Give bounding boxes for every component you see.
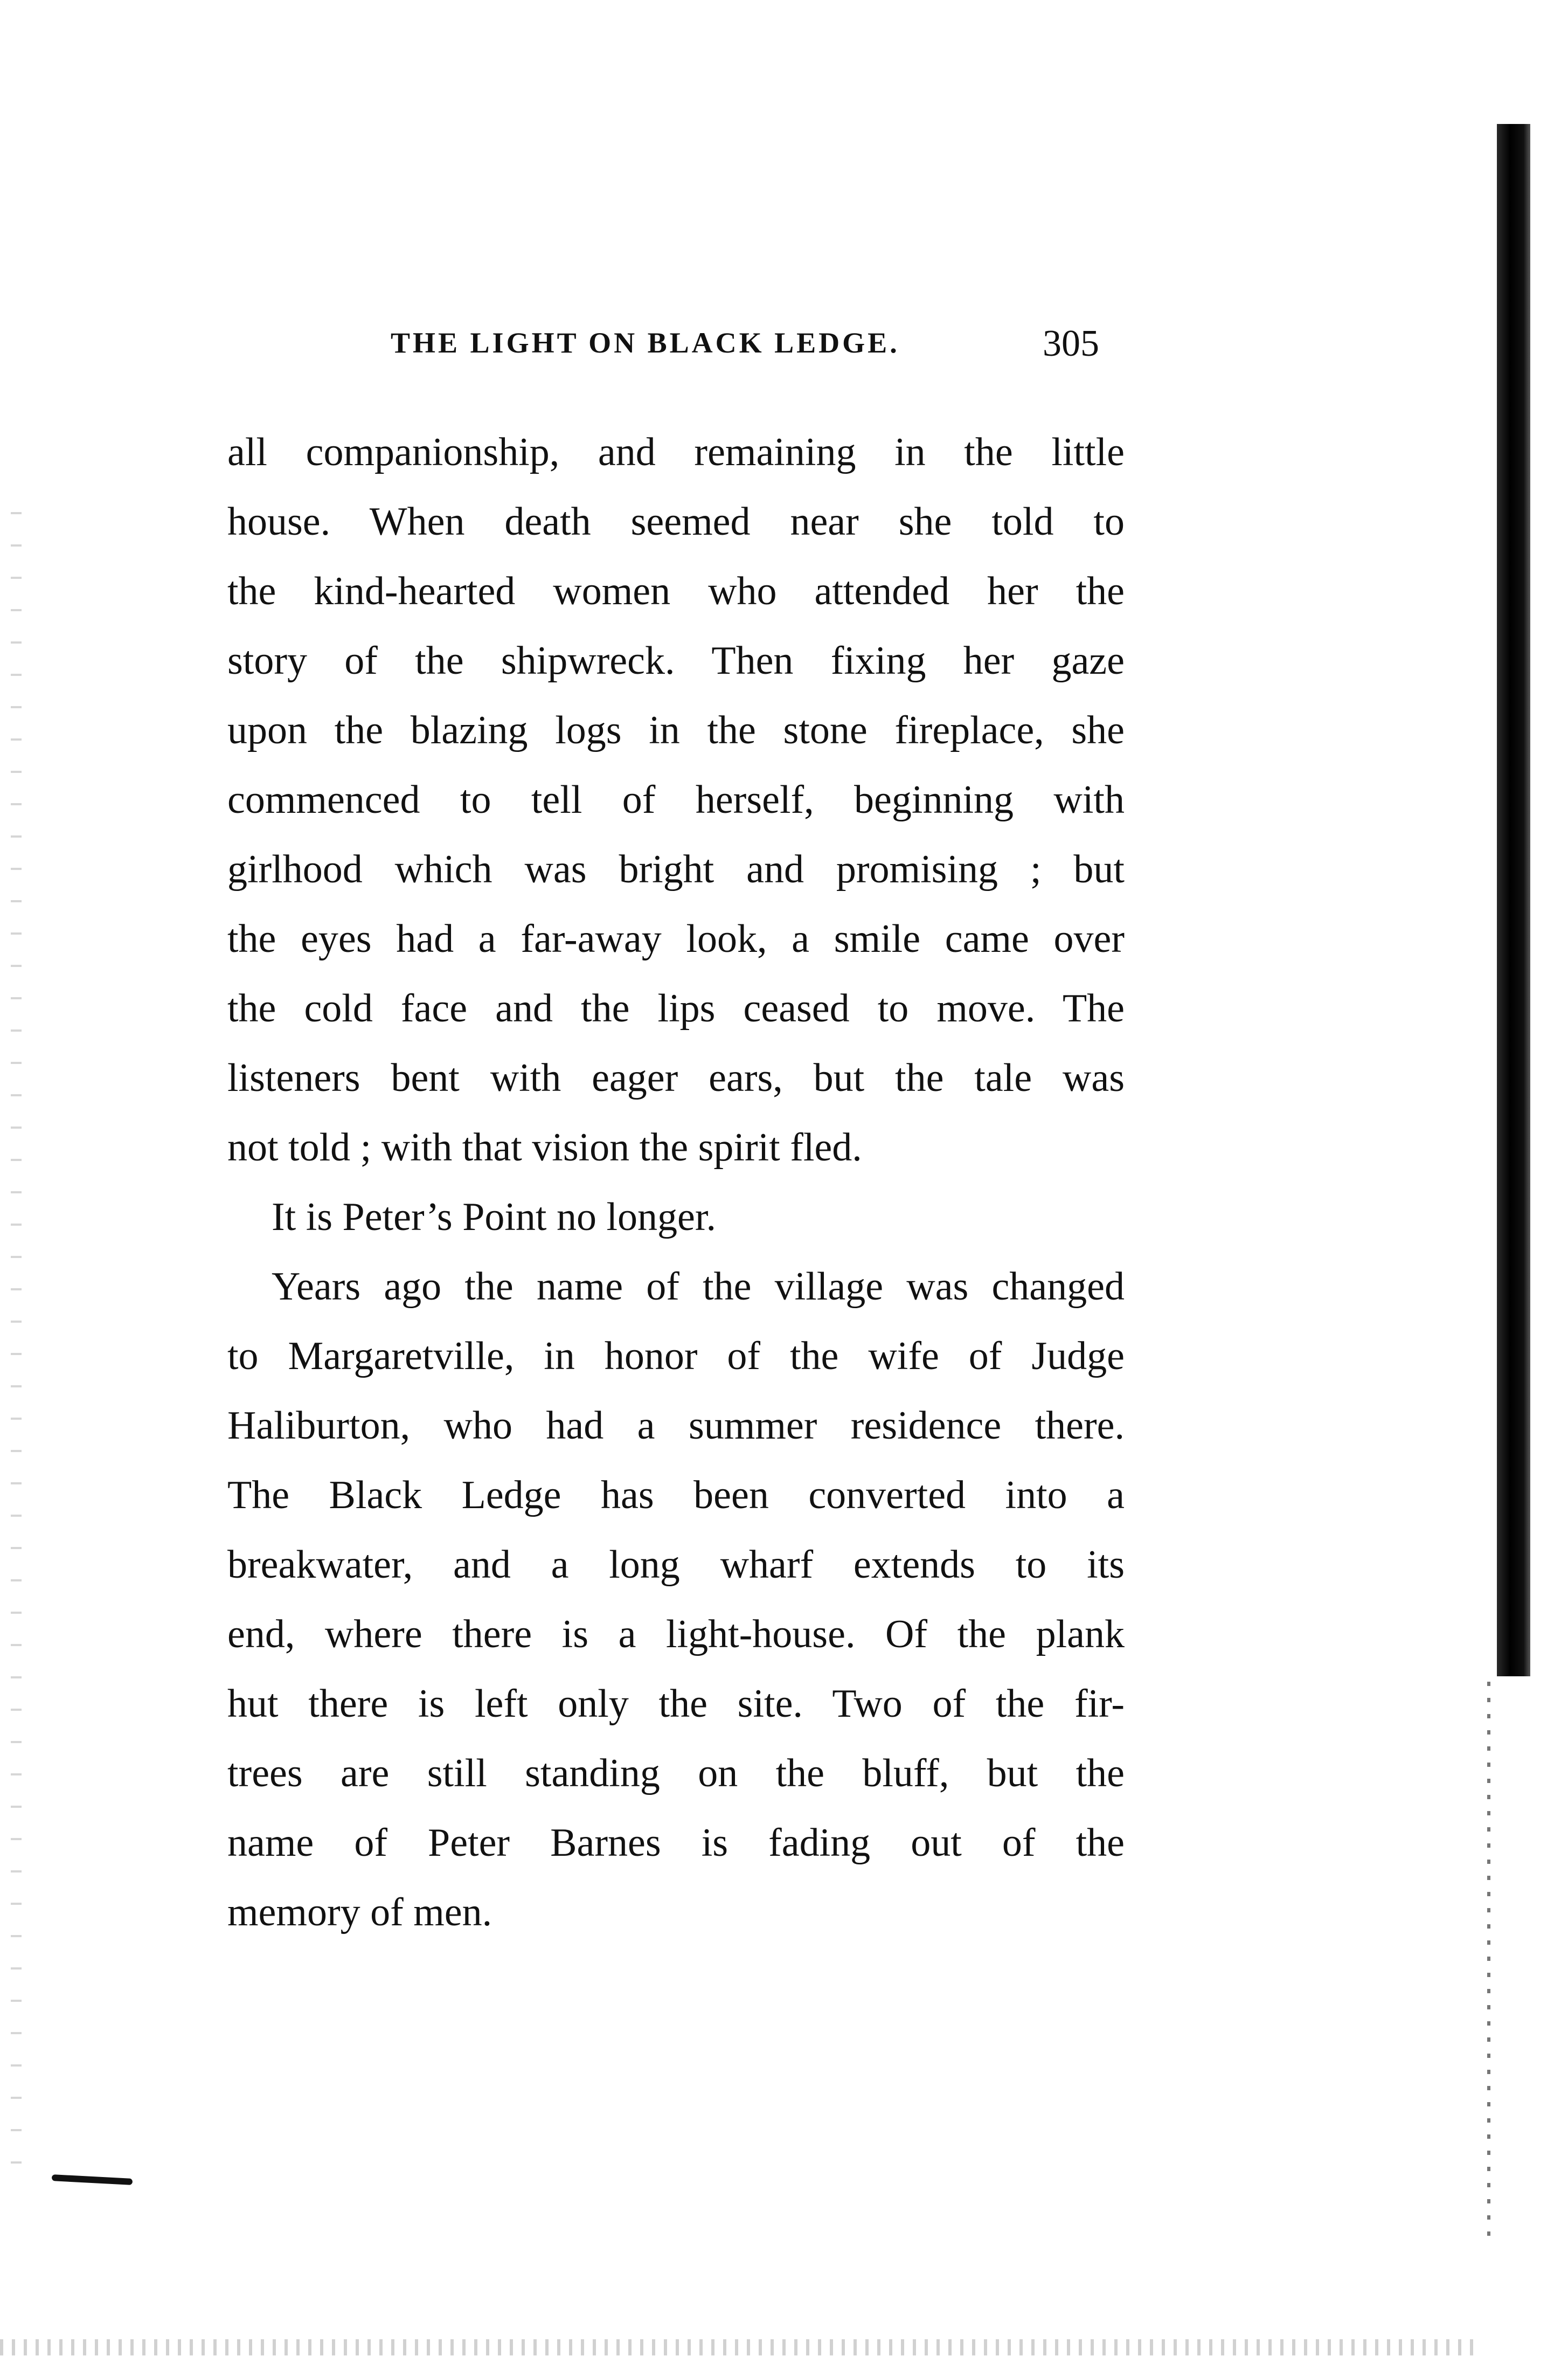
running-title: THE LIGHT ON BLACK LEDGE. <box>391 327 900 359</box>
binding-edge-marks <box>1487 1682 1490 2248</box>
text-line: commenced to tell of herself, beginning with <box>227 778 1125 822</box>
page-number: 305 <box>1043 323 1099 364</box>
scan-noise <box>0 2339 1482 2355</box>
binding-shadow <box>1497 124 1530 1676</box>
paragraph-line: Years ago the name of the village was changed <box>272 1264 1125 1309</box>
text-line: girlhood which was bright and promising ; but <box>227 847 1125 892</box>
text-line: end, where there is a light-house. Of the plank <box>227 1612 1125 1656</box>
text-line: the kind-hearted women who attended her the <box>227 569 1125 613</box>
ink-mark <box>52 2174 133 2185</box>
text-line: to Margaretville, in honor of the wife of Judge <box>227 1334 1125 1378</box>
text-line: upon the blazing logs in the stone fireplace, she <box>227 708 1125 752</box>
text-line: story of the shipwreck. Then fixing her gaze <box>227 639 1125 683</box>
text-line: listeners bent with eager ears, but the tale was <box>227 1056 1125 1100</box>
text-line: memory of men. <box>227 1890 492 1934</box>
text-line: trees are still standing on the bluff, but the <box>227 1751 1125 1795</box>
paragraph-line: It is Peter’s Point no longer. <box>272 1195 716 1239</box>
text-line: hut there is left only the site. Two of the fir- <box>227 1682 1125 1726</box>
body-text <box>227 418 1125 1947</box>
scan-specks <box>11 512 22 2183</box>
text-line: the cold face and the lips ceased to move. The <box>227 986 1125 1031</box>
text-line: breakwater, and a long wharf extends to its <box>227 1543 1125 1587</box>
text-line: the eyes had a far-away look, a smile came over <box>227 917 1125 961</box>
text-line: Haliburton, who had a summer residence there. <box>227 1404 1125 1448</box>
text-line: name of Peter Barnes is fading out of the <box>227 1821 1125 1865</box>
text-line: house. When death seemed near she told to <box>227 500 1125 544</box>
text-line: not told ; with that vision the spirit fled. <box>227 1125 862 1170</box>
text-line: The Black Ledge has been converted into a <box>227 1473 1125 1517</box>
text-line: all companionship, and remaining in the little <box>227 430 1125 474</box>
